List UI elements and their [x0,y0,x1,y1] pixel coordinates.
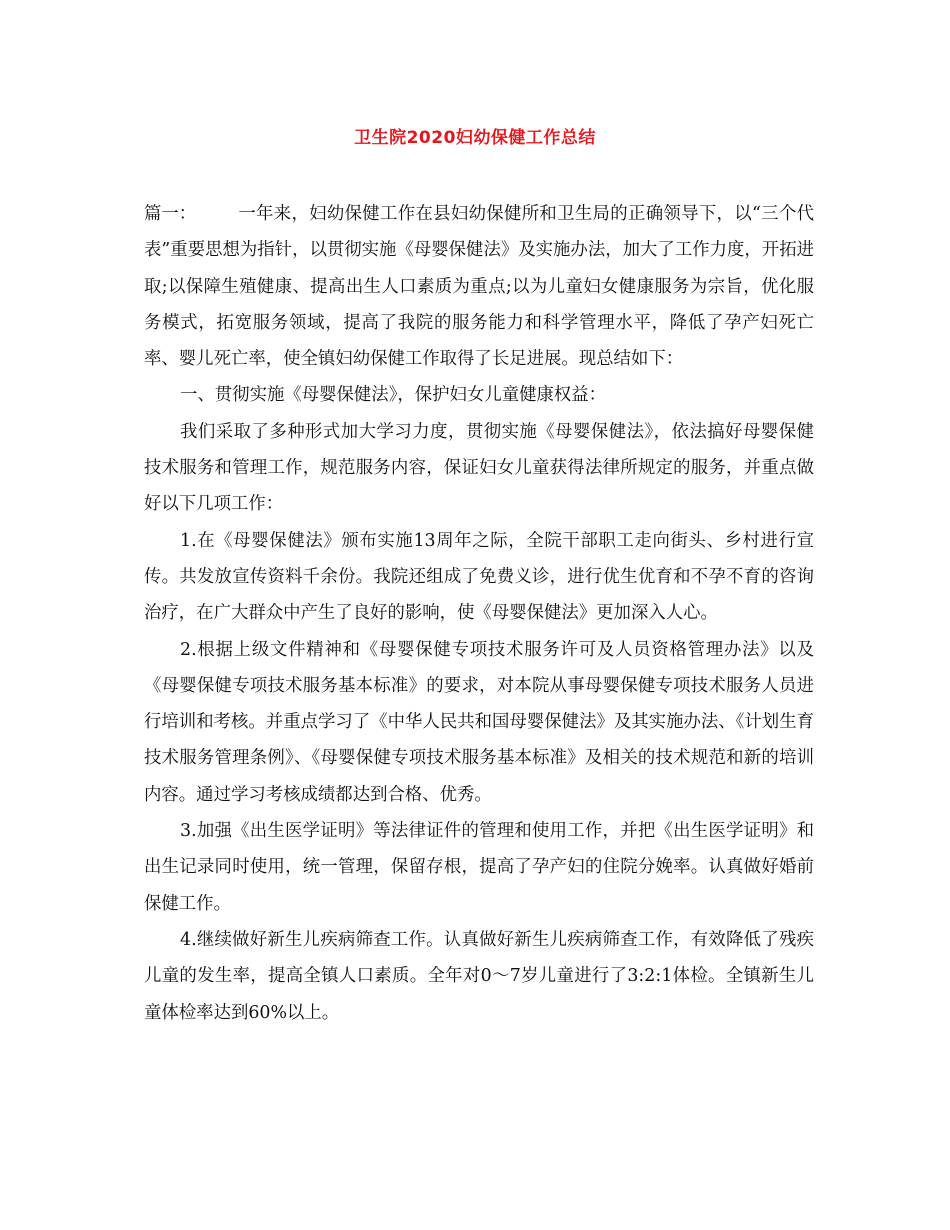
intro-paragraph [144,196,814,377]
list-item: 4.继续做好新生儿疾病筛查工作。认真做好新生儿疾病筛查工作，有效降低了残疾儿童的发生率，提高全镇人口素质。全年对0～7岁儿童进行了3:2:1体检。全镇新生儿童体检率达到60%以上。 [144,929,814,1023]
list-item: 1.在《母婴保健法》颁布实施13周年之际，全院干部职工走向街头、乡村进行宣传。共发放宣传资料千余份。我院还组成了免费义诊，进行优生优育和不孕不育的咨询治疗，在广大群众中产生了良好的影响，使《母婴保健法》更加深入人心。 [144,530,814,624]
paragraph-text: 一年来，妇幼保健工作在县妇幼保健所和卫生局的正确领导下，以“三个代表”重要思想为指针，以贯彻实施《母婴保健法》及实施办法，加大了工作力度，开拓进取;以保障生殖健康、提高出生人口素质为重点;以为儿童妇女健康服务为宗旨，优化服务模式，拓宽服务领域，提高了我院的服务能力和科学管理水平，降低了孕产妇死亡率、婴儿死亡率，使全镇妇幼保健工作取得了长足进展。现总结如下： [144,204,814,370]
list-item: 3.加强《出生医学证明》等法律证件的管理和使用工作，并把《出生医学证明》和出生记录同时使用，统一管理，保留存根，提高了孕产妇的住院分娩率。认真做好婚前保健工作。 [144,821,814,914]
document-title: 卫生院2020妇幼保健工作总结 [354,128,596,148]
paragraph: 我们采取了多种形式加大学习力度，贯彻实施《母婴保健法》，依法搞好母婴保健技术服务和管理工作，规范服务内容，保证妇女儿童获得法律所规定的服务，并重点做好以下几项工作： [144,421,814,515]
section-heading: 一、贯彻实施《母婴保健法》，保护妇女儿童健康权益： [180,385,607,406]
list-item: 2.根据上级文件精神和《母婴保健专项技术服务许可及人员资格管理办法》以及《母婴保健专项技术服务基本标准》的要求，对本院从事母婴保健专项技术服务人员进行培训和考核。并重点学习了《中华人民共和国母婴保健法》及其实施办法、《计划生育技术服务管理条例》、《母婴保健专项技术服务基本标准》及相关的技术规范和新的培训内容。通过学习考核成绩都达到合格、优秀。 [144,639,814,805]
intro-label: 篇一： [144,204,197,224]
document-body [144,196,814,1031]
